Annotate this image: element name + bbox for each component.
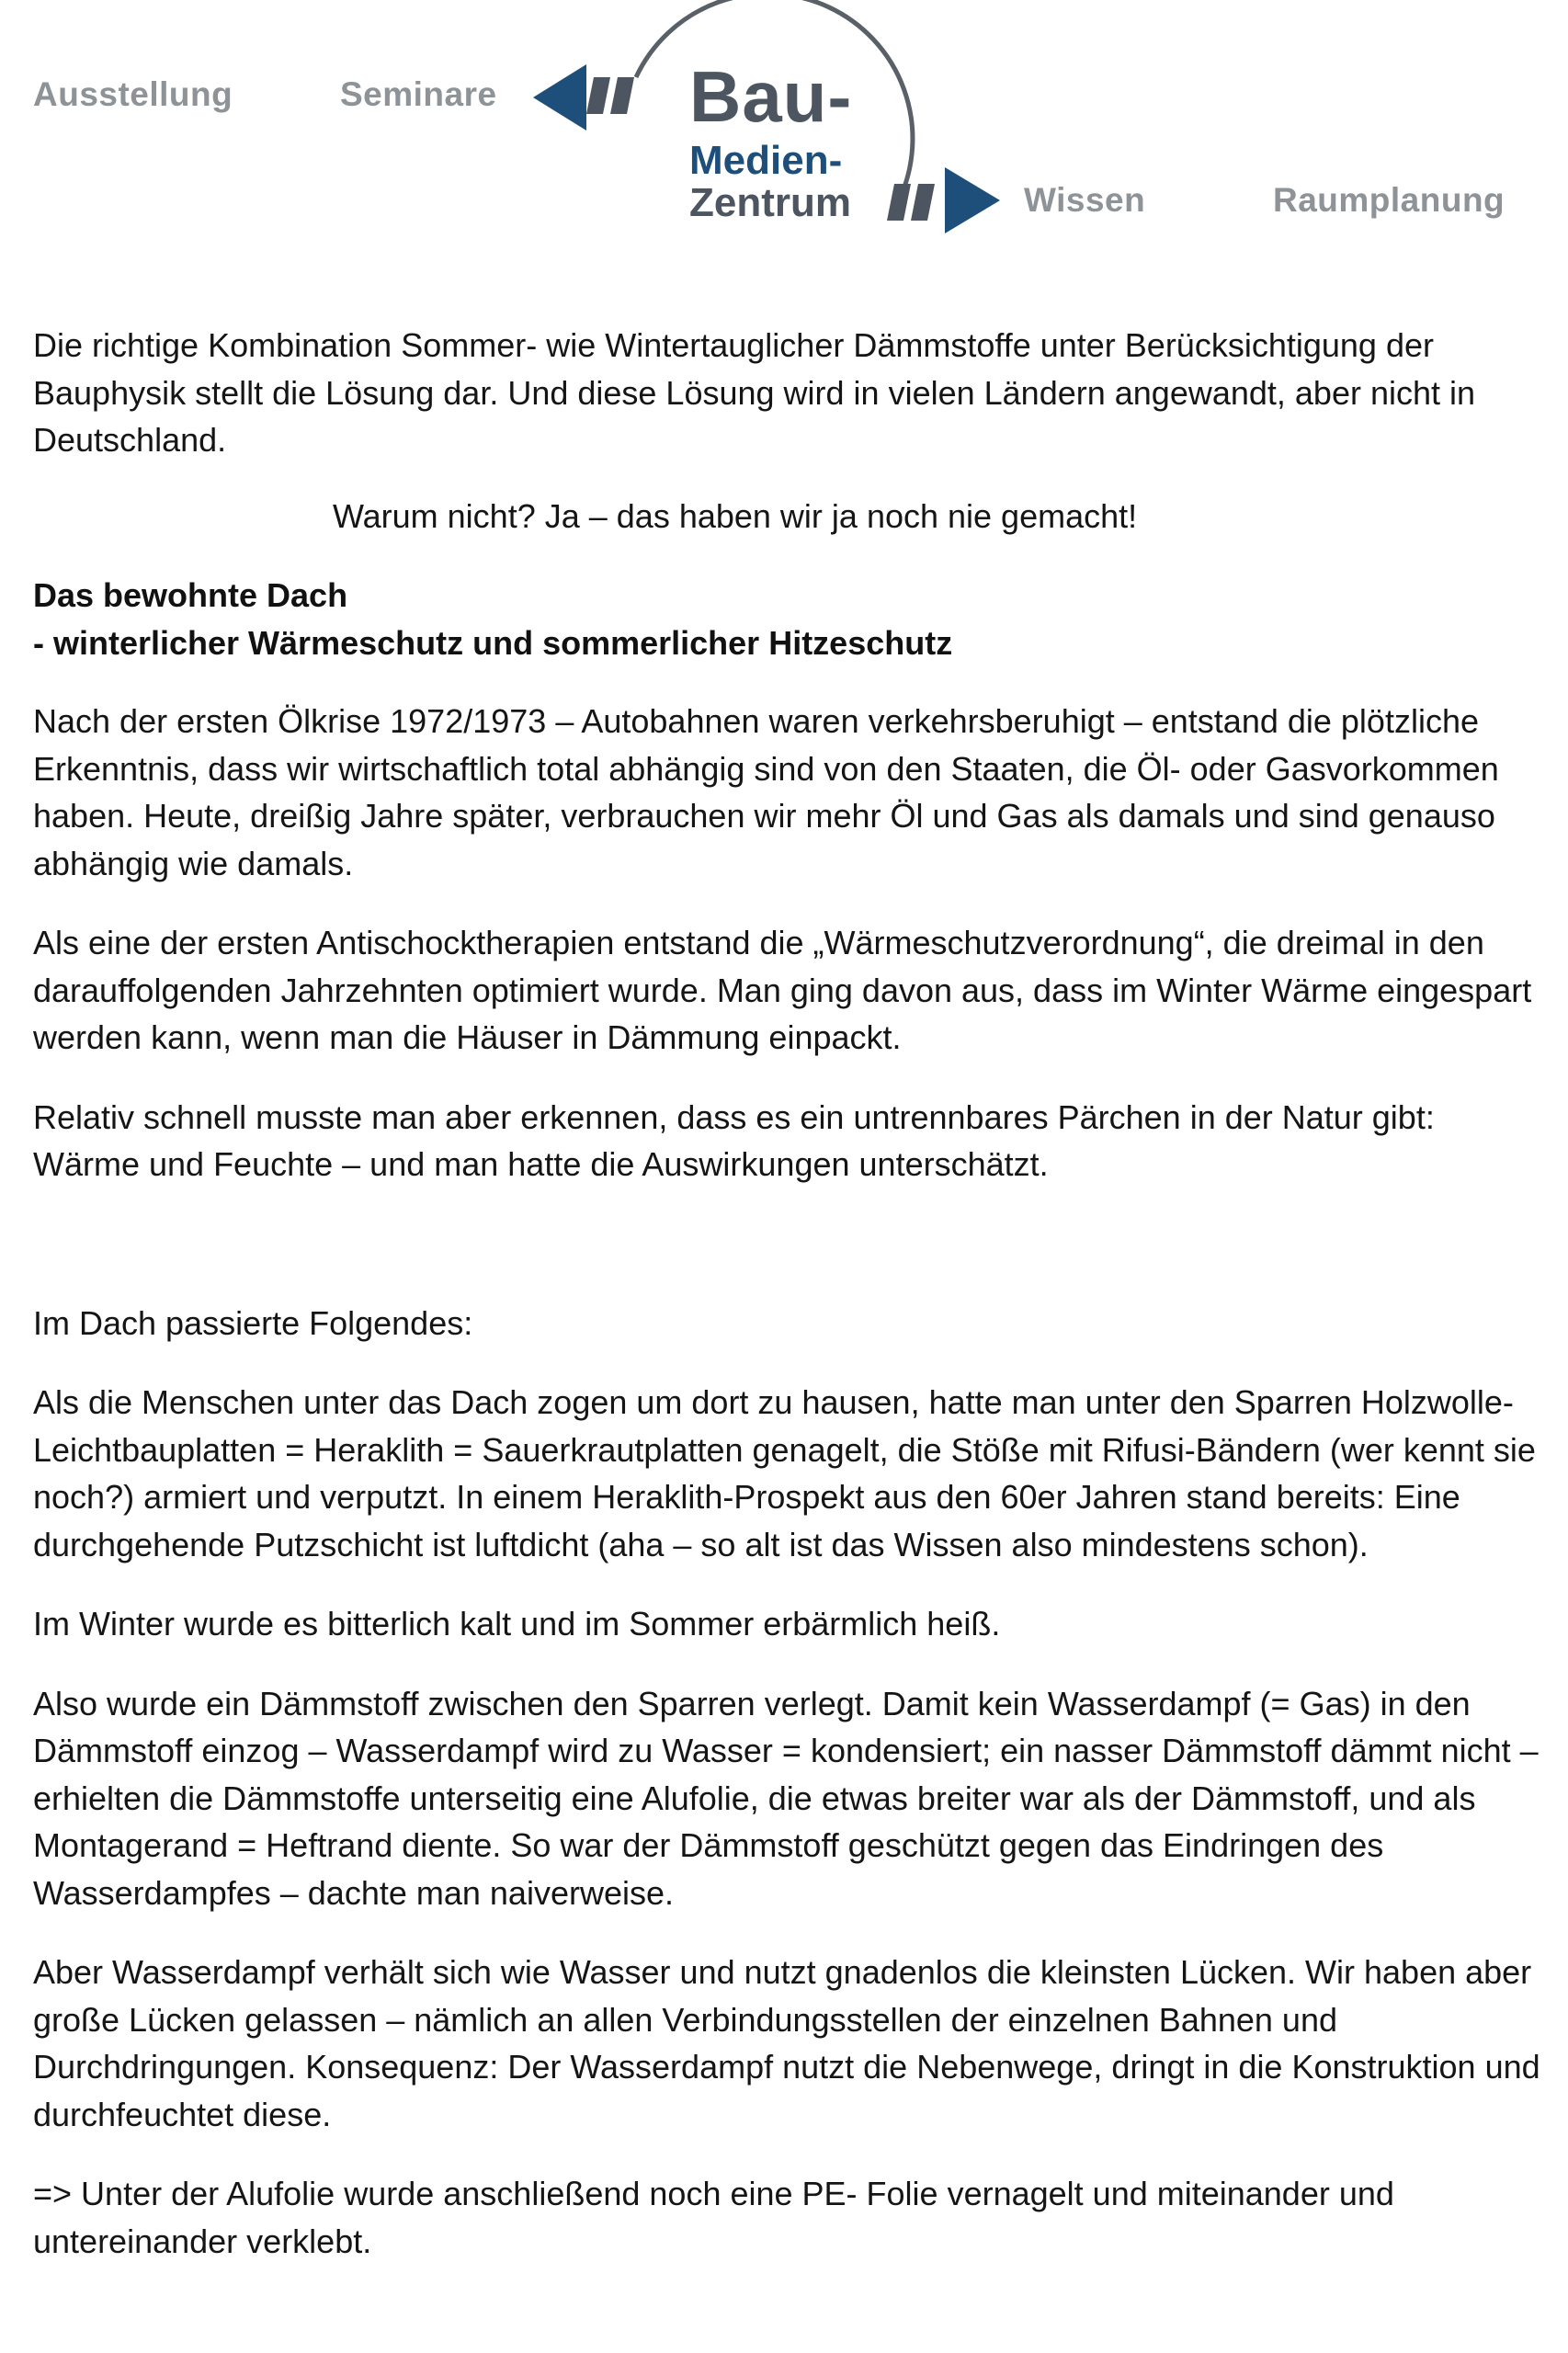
nav-raumplanung[interactable]: Raumplanung xyxy=(1273,181,1506,219)
arrow-right-icon xyxy=(887,167,1000,233)
page-header xyxy=(0,0,1568,303)
article-body xyxy=(33,322,1540,2297)
nav-seminare[interactable]: Seminare xyxy=(340,75,497,113)
paragraph-im-dach: Im Dach passierte Folgendes: xyxy=(33,1303,473,1342)
nav-ausstellung[interactable]: Ausstellung xyxy=(33,75,233,113)
section-heading xyxy=(33,572,1540,666)
paragraph-alufolie: Also wurde ein Dämmstoff zwischen den Sparren verlegt. Damit kein Wasserdampf (= Gas) in den Dämmstoff einzog – Wasserdampf wird zu Wasser = kondensiert; ein nasser Dämmstoff dämmt nicht – erhielten die Dämmstoffe unterseitig eine Alufolie, die etwas breiter war als der Dämmstoff, und als Montagerand = Heftrand diente. So war der Dämmstoff geschützt gegen das Eindringen des Wasserdampfes – dachte man naiverweise. xyxy=(33,1684,1539,1912)
quote-line: Warum nicht? Ja – das haben wir ja noch nie gemacht! xyxy=(333,496,1138,535)
logo-zentrum-text: Zentrum xyxy=(689,180,851,225)
section-heading-title: Das bewohnte Dach xyxy=(33,576,348,614)
paragraph-pe-folie: => Unter der Alufolie wurde anschließend noch eine PE- Folie vernagelt und miteinander und untereinander verklebt. xyxy=(33,2175,1394,2260)
paragraph-heraklith: Als die Menschen unter das Dach zogen um dort zu hausen, hatte man unter den Sparren Holzwolle-Leichtbauplatten = Heraklith = Sauerkrautplatten genagelt, die Stöße mit Rifusi-Bändern (wer kennt sie noch?) armiert und verputzt. In einem Heraklith-Prospekt aus den 60er Jahren stand bereits: Eine durchgehende Putzschicht ist luftdicht (aha – so alt ist das Wissen also mindestens schon). xyxy=(33,1383,1536,1563)
section-heading-subtitle: - winterlicher Wärmeschutz und sommerlicher Hitzeschutz xyxy=(33,623,953,662)
paragraph-oelkrise: Nach der ersten Ölkrise 1972/1973 – Autobahnen waren verkehrsberuhigt – entstand die plötzliche Erkenntnis, dass wir wirtschaftlich total abhängig sind von den Staaten, die Öl- oder Gasvorkommen haben. Heute, dreißig Jahre später, verbrauchen wir mehr Öl und Gas als damals und sind genauso abhängig wie damals. xyxy=(33,702,1499,882)
paragraph-waermeschutz: Als eine der ersten Antischocktherapien entstand die „Wärmeschutzverordnung“, die dreimal in den darauffolgenden Jahrzehnten optimiert wurde. Man ging davon aus, dass im Winter Wärme eingespart werden kann, wenn man die Häuser in Dämmung einpackt. xyxy=(33,924,1532,1056)
paragraph-kalt-heiss: Im Winter wurde es bitterlich kalt und im Sommer erbärmlich heiß. xyxy=(33,1605,1001,1643)
arrow-left-icon xyxy=(533,64,634,131)
spacer xyxy=(33,1221,1540,1300)
nav-wissen[interactable]: Wissen xyxy=(1024,181,1146,219)
logo-bau-text: Bau- xyxy=(689,56,853,137)
logo-medien-text: Medien- xyxy=(689,138,843,183)
paragraph-intro: Die richtige Kombination Sommer- wie Wintertauglicher Dämmstoffe unter Berücksichtigung der Bauphysik stellt die Lösung dar. Und diese Lösung wird in vielen Ländern angewandt, aber nicht in Deutschland. xyxy=(33,326,1476,459)
paragraph-feuchte: Relativ schnell musste man aber erkennen, dass es ein untrennbares Pärchen in der Natur gibt: Wärme und Feuchte – und man hatte die Auswirkungen unterschätzt. xyxy=(33,1097,1435,1183)
paragraph-wasserdampf: Aber Wasserdampf verhält sich wie Wasser und nutzt gnadenlos die kleinsten Lücken. Wir haben aber große Lücken gelassen – nämlich an allen Verbindungsstellen der einzelnen Bahnen und Durchdringungen. Konsequenz: Der Wasserdampf nutzt die Nebenwege, dringt in die Konstruktion und durchfeuchtet diese. xyxy=(33,1953,1540,2133)
